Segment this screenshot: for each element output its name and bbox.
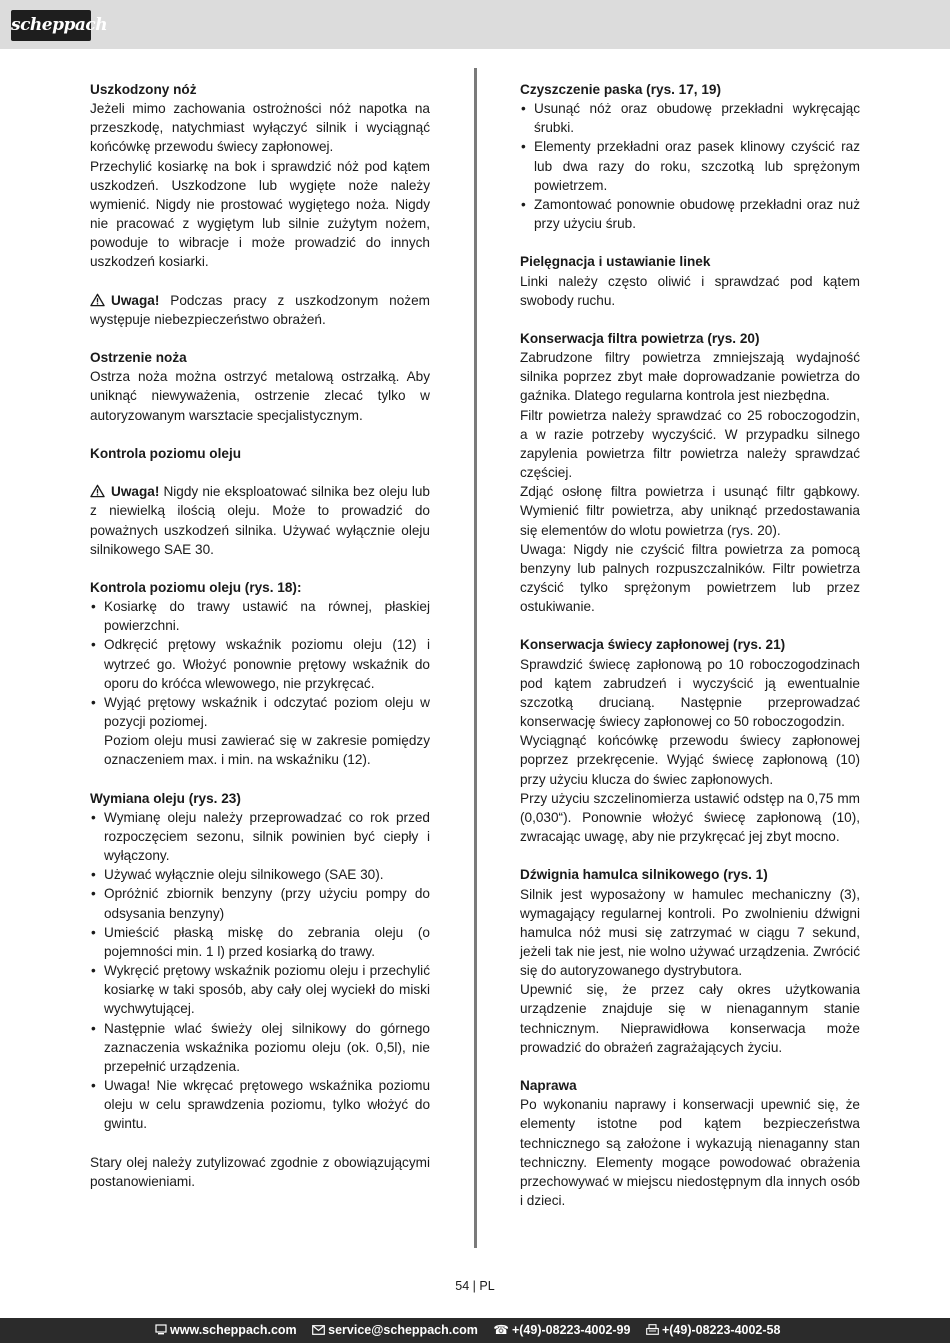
paragraph: Silnik jest wyposażony w hamulec mechaniczny (3), wymagający regularnej kontroli. Po zwolnieniu dźwigni hamulca nóż musi się zatrzymać w ciągu 7 sekund, jeżeli tak nie jest, nie wolno używać urządzenia. Zwrócić się do autoryzowanego dystrybutora. (520, 886, 860, 979)
list-item: • Zamontować ponownie obudowę przekładni oraz nuż przy użyciu śrub. (520, 195, 860, 233)
list-item: • Kosiarkę do trawy ustawić na równej, płaskiej powierzchni. (90, 597, 430, 635)
footer-bar (0, 1318, 950, 1343)
warning-paragraph (90, 482, 430, 559)
paragraph: Filtr powietrza należy sprawdzać co 25 roboczogodzin, a w razie potrzeby wyczyścić. W przypadku silnego zapylenia powietrza filtr powietrza należy sprawdzać częściej. (520, 407, 860, 481)
warning-paragraph (90, 291, 430, 329)
paragraph: Linki należy często oliwić i sprawdzać pod kątem swobody ruchu. (520, 273, 860, 308)
list-item: • Odkręcić prętowy wskaźnik poziomu oleju (12) i wytrzeć go. Włożyć ponownie prętowy wskaźnik do oporu do króćca wlewowego, nie przykręcać. (90, 635, 430, 692)
section-title: Konserwacja świecy zapłonowej (rys. 21) (520, 637, 786, 653)
footer-email[interactable] (312, 1318, 478, 1343)
section-title: Uszkodzony nóż (90, 82, 197, 97)
paragraph: Po wykonaniu naprawy i konserwacji upewnić się, że elementy istotne pod kątem bezpieczeństwa technicznego są założone i wykazują nienaganny stan techniczny. Elementy mogące powodować obrażenia przechowywać w miejscu niedostępnym dla innych osób i dzieci. (520, 1097, 860, 1208)
footer-fax[interactable] (646, 1318, 781, 1343)
list-item: • Elementy przekładni oraz pasek klinowy czyścić raz lub dwa razy do roku, szczotką lub sprężonym powietrzem. (520, 137, 860, 194)
list-item: • Usunąć nóż oraz obudowę przekładni wykręcając śrubki. (520, 99, 860, 137)
email-icon (312, 1325, 325, 1335)
section-title: Dźwignia hamulca silnikowego (rys. 1) (520, 867, 768, 883)
section-title: Kontrola poziomu oleju (rys. 18): (90, 579, 302, 595)
paragraph: Stary olej należy zutylizować zgodnie z obowiązującymi postanowieniami. (90, 1154, 430, 1189)
bullet-list (90, 597, 430, 731)
section-title: Konserwacja filtra powietrza (rys. 20) (520, 331, 760, 346)
section-title: Naprawa (520, 1078, 577, 1094)
section-title: Ostrzenie noża (90, 350, 187, 366)
footer-phone-number[interactable]: +(49)-08223-4002-99 (511, 1323, 631, 1337)
bullet-list (90, 808, 430, 1134)
list-item: • Używać wyłącznie oleju silnikowego (SAE 30). (90, 865, 430, 884)
paragraph: Uwaga: Nigdy nie czyścić filtra powietrza za pomocą benzyny lub palnych rozpuszczalników. Filtr powietrza czyścić tylko sprężonym powietrzem lub przez ostukiwanie. (520, 541, 860, 615)
section-repair (520, 1076, 860, 1210)
list-item: • Następnie wlać świeży olej silnikowy do górnego zaznaczenia wskaźnika poziomu oleju (ok. 0,5l), nie przepełnić urządzenia. (90, 1019, 430, 1076)
paragraph: Zabrudzone filtry powietrza zmniejszają wydajność silnika poprzez zbyt małe doprowadzanie powietrza do gaźnika. Dlatego regularna kontrola jest niezbędna. (520, 350, 860, 404)
right-column (520, 80, 860, 1210)
phone-icon: ☎ (493, 1323, 509, 1337)
list-item: • Wymianę oleju należy przeprowadzać co rok przed rozpoczęciem sezonu, silnik powinien być ciepły i wyłączony. (90, 808, 430, 865)
list-item: • Uwaga! Nie wkręcać prętowego wskaźnika poziomu oleju w celu sprawdzenia poziomu, tylko włożyć do gwintu. (90, 1076, 430, 1133)
section-belt-cleaning (520, 80, 860, 233)
section-oil-level-check (90, 444, 430, 463)
footer-phone[interactable] (493, 1318, 630, 1343)
column-divider (474, 68, 477, 1248)
page-number: 54 | PL (455, 1279, 495, 1293)
bullet-list (520, 99, 860, 233)
header-bar (0, 0, 950, 49)
section-engine-brake (520, 865, 860, 1057)
paragraph: Upewnić się, że przez cały okres użytkowania urządzenie znajduje się w nienagannym stanie technicznym. Nieprawidłowa konserwacja może prowadzić do obrażeń zagrażających życiu. (520, 982, 860, 1055)
paragraph: Zdjąć osłonę filtra powietrza i usunąć filtr gąbkowy. Wymienić filtr powietrza, aby uniknąć przedostawania się elementów do wlotu powietrza (rys. 20). (520, 484, 860, 538)
section-spark-plug (520, 635, 860, 846)
left-column (90, 80, 430, 1191)
section-oil-level-check-fig18 (90, 578, 430, 770)
section-oil-change (90, 789, 430, 1134)
paragraph: Jeżeli mimo zachowania ostrożności nóż napotka na przeszkodę, natychmiast wyłączyć silnik i wyciągnąć końcówkę przewodu świecy zapłonowej. (90, 101, 430, 155)
section-title: Kontrola poziomu oleju (90, 445, 242, 461)
section-old-oil-disposal (90, 1153, 430, 1191)
warning-triangle-icon (90, 293, 105, 307)
list-item-continuation: Poziom oleju musi zawierać się w zakresie pomiędzy oznaczeniem max. i min. na wskaźniku (12). (104, 733, 430, 768)
footer-contacts (155, 1318, 792, 1343)
footer-web-link[interactable]: www.scheppach.com (170, 1323, 297, 1337)
section-title: Pielęgnacja i ustawianie linek (520, 254, 711, 270)
warning-damaged-blade (90, 291, 430, 329)
fax-icon (646, 1324, 659, 1335)
list-item: • Wyjąć prętowy wskaźnik i odczytać poziom oleju w pozycji poziomej. (90, 693, 430, 731)
section-air-filter (520, 329, 860, 616)
list-item: • Umieścić płaską miskę do zebrania oleju (o pojemności min. 1 l) przed kosiarką do trawy. (90, 923, 430, 961)
list-item: • Opróżnić zbiornik benzyny (przy użyciu pompy do odsysania benzyny) (90, 884, 430, 922)
list-item: • Wykręcić prętowy wskaźnik poziomu oleju i przechylić kosiarkę w taki sposób, aby cały olej wyciekł do miski wychwytującej. (90, 961, 430, 1018)
warning-oil (90, 482, 430, 559)
warning-label: Uwaga! (111, 484, 160, 500)
section-title: Wymiana oleju (rys. 23) (90, 790, 241, 806)
warning-text: Podczas pracy z uszkodzonym nożem występuje niebezpieczeństwo obrażeń. (90, 292, 430, 327)
warning-triangle-icon (90, 484, 105, 498)
paragraph: Wyciągnąć końcówkę przewodu świecy zapłonowej poprzez przekręcenie. Wyjąć świecę zapłonową (10) przy użyciu klucza do świec zapłonowych. (520, 733, 860, 787)
section-title: Czyszczenie paska (rys. 17, 19) (520, 82, 721, 97)
paragraph: Sprawdzić świecę zapłonową po 10 roboczogodzinach pod kątem zabrudzeń i wyczyścić ją ewentualnie szczotką drucianą. Następnie przeprowadzać konserwację świecy zapłonowej co 50 roboczogodzin. (520, 656, 860, 730)
paragraph: Ostrza noża można ostrzyć metalową ostrzałką. Aby uniknąć niewyważenia, ostrzenie zlecać tylko w autoryzowanym warsztacie specjalistycznym. (90, 369, 430, 423)
section-damaged-blade (90, 80, 430, 272)
paragraph: Przechylić kosiarkę na bok i sprawdzić nóż pod kątem uszkodzeń. Uszkodzone lub wygięte noże należy wymienić. Nigdy nie prostować wygiętego noża. Nigdy nie pracować z wygiętym lub silnie zużytym nożem, powoduje to wibracje i może prowadzić do innych uszkodzeń kosiarki. (90, 158, 430, 270)
paragraph: Przy użyciu szczelinomierza ustawić odstęp na 0,75 mm (0,030“). Ponownie włożyć świecę zapłonową (10), zwracając uwagę, aby nie przykręcać jej zbyt mocno. (520, 790, 860, 845)
section-cable-care (520, 252, 860, 309)
warning-text: Nigdy nie eksploatować silnika bez oleju lub z niewielką ilością oleju. Może to prowadzić do poważnych uszkodzeń silnika. Używać wyłącznie oleju silnikowego SAE 30. (90, 484, 430, 557)
warning-label: Uwaga! (111, 292, 160, 308)
section-blade-sharpening (90, 348, 430, 425)
footer-web[interactable] (155, 1318, 297, 1343)
footer-fax-number[interactable]: +(49)-08223-4002-58 (661, 1323, 781, 1337)
brand-logo: scheppach (11, 10, 91, 41)
computer-icon (155, 1324, 167, 1335)
footer-email-link[interactable]: service@scheppach.com (328, 1323, 478, 1337)
